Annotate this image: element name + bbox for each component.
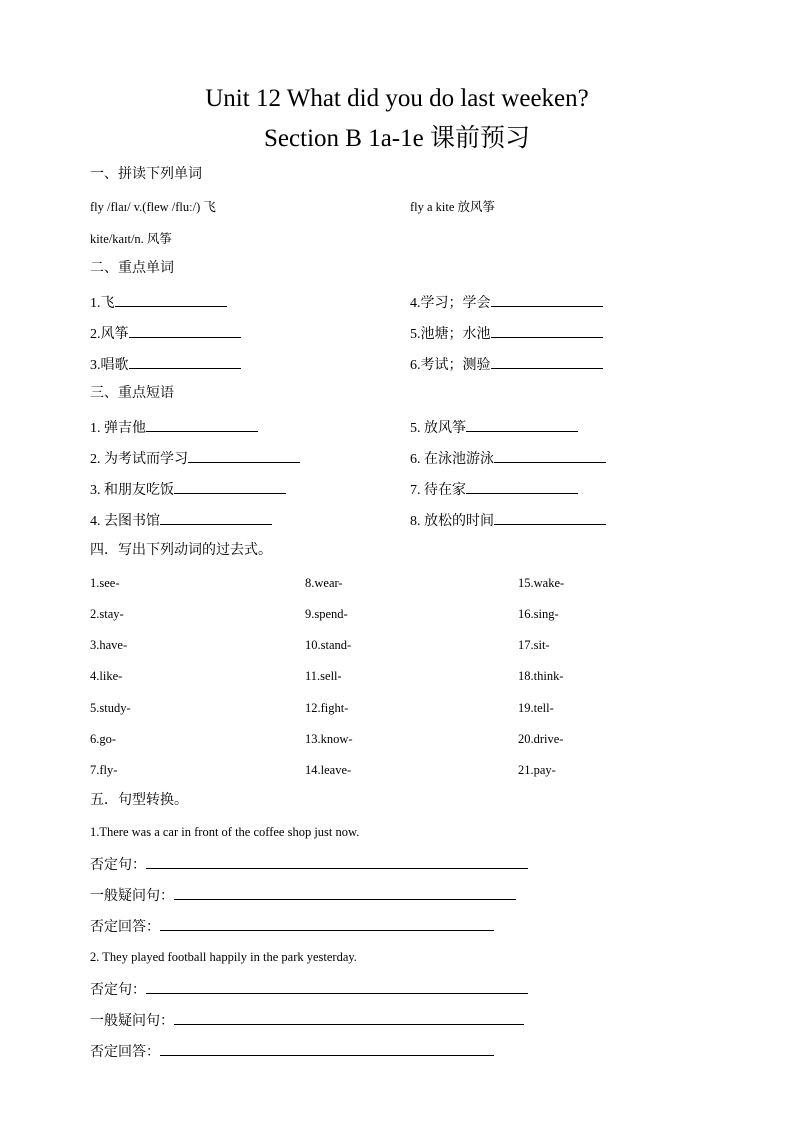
verb-item: 16.sing-: [518, 607, 559, 621]
title-line-1: Unit 12 What did you do last weeken?: [205, 85, 589, 112]
word-kite: kite/kaɪt/n. 风筝: [90, 232, 172, 246]
verb-item: 15.wake-: [518, 576, 565, 590]
answer-blank[interactable]: [494, 448, 606, 463]
general-question-line: 一般疑问句：: [90, 1010, 524, 1031]
answer-blank[interactable]: [491, 323, 603, 338]
negative-answer-line: 否定回答：: [90, 916, 494, 937]
section1-heading: 一、拼读下列单词: [90, 167, 202, 182]
verb-item: 17.sit-: [518, 638, 550, 652]
key-phrase-item: 8. 放松的时间: [410, 510, 606, 531]
key-phrase-item: 2. 为考试而学习: [90, 448, 300, 469]
answer-blank[interactable]: [160, 1041, 494, 1056]
answer-blank[interactable]: [129, 323, 241, 338]
verb-item: 5.study-: [90, 701, 131, 715]
answer-blank[interactable]: [466, 417, 578, 432]
answer-blank[interactable]: [146, 979, 528, 994]
section3-heading: 三、重点短语: [90, 386, 174, 401]
key-word-item: 3.唱歌: [90, 354, 241, 375]
section5-heading: 五．句型转换。: [90, 793, 188, 808]
verb-item: 19.tell-: [518, 701, 554, 715]
key-word-item: 5.池塘；水池: [410, 323, 603, 344]
key-phrase-item: 7. 待在家: [410, 479, 578, 500]
key-phrase-item: 6. 在泳池游泳: [410, 448, 606, 469]
verb-item: 20.drive-: [518, 732, 564, 746]
title-line-2: Section B 1a-1e 课前预习: [264, 125, 530, 152]
verb-item: 21.pay-: [518, 763, 556, 777]
answer-blank[interactable]: [494, 510, 606, 525]
answer-blank[interactable]: [146, 417, 258, 432]
key-phrase-item: 3. 和朋友吃饭: [90, 479, 286, 500]
verb-item: 2.stay-: [90, 607, 124, 621]
answer-blank[interactable]: [160, 916, 494, 931]
section4-heading: 四．写出下列动词的过去式。: [90, 543, 272, 558]
word-fly: fly /flaɪ/ v.(flew /fluː/) 飞: [90, 200, 216, 214]
general-question-line: 一般疑问句：: [90, 885, 516, 906]
answer-blank[interactable]: [491, 292, 603, 307]
verb-item: 11.sell-: [305, 669, 342, 683]
verb-item: 7.fly-: [90, 763, 118, 777]
verb-item: 14.leave-: [305, 763, 352, 777]
answer-blank[interactable]: [115, 292, 227, 307]
key-phrase-item: 4. 去图书馆: [90, 510, 272, 531]
verb-item: 12.fight-: [305, 701, 349, 715]
answer-blank[interactable]: [174, 885, 516, 900]
answer-blank[interactable]: [491, 354, 603, 369]
key-phrase-item: 5. 放风筝: [410, 417, 578, 438]
answer-blank[interactable]: [188, 448, 300, 463]
section2-heading: 二、重点单词: [90, 261, 174, 276]
answer-blank[interactable]: [146, 854, 528, 869]
key-word-item: 1.飞: [90, 292, 227, 313]
key-phrase-item: 1. 弹吉他: [90, 417, 258, 438]
question-1-sentence: 1.There was a car in front of the coffee shop just now.: [90, 825, 360, 839]
question-2-sentence: 2. They played football happily in the park yesterday.: [90, 950, 357, 964]
verb-item: 18.think-: [518, 669, 564, 683]
verb-item: 6.go-: [90, 732, 117, 746]
negative-answer-line: 否定回答：: [90, 1041, 494, 1062]
answer-blank[interactable]: [160, 510, 272, 525]
verb-item: 9.spend-: [305, 607, 348, 621]
answer-blank[interactable]: [174, 1010, 524, 1025]
key-word-item: 4.学习；学会: [410, 292, 603, 313]
answer-blank[interactable]: [466, 479, 578, 494]
key-word-item: 6.考试；测验: [410, 354, 603, 375]
verb-item: 10.stand-: [305, 638, 352, 652]
negative-sentence-line: 否定句：: [90, 854, 528, 875]
negative-sentence-line: 否定句：: [90, 979, 528, 1000]
verb-item: 4.like-: [90, 669, 123, 683]
verb-item: 3.have-: [90, 638, 128, 652]
key-word-item: 2.风筝: [90, 323, 241, 344]
verb-item: 8.wear-: [305, 576, 343, 590]
phrase-fly-a-kite: fly a kite 放风筝: [410, 200, 496, 214]
answer-blank[interactable]: [174, 479, 286, 494]
answer-blank[interactable]: [129, 354, 241, 369]
verb-item: 13.know-: [305, 732, 353, 746]
verb-item: 1.see-: [90, 576, 120, 590]
